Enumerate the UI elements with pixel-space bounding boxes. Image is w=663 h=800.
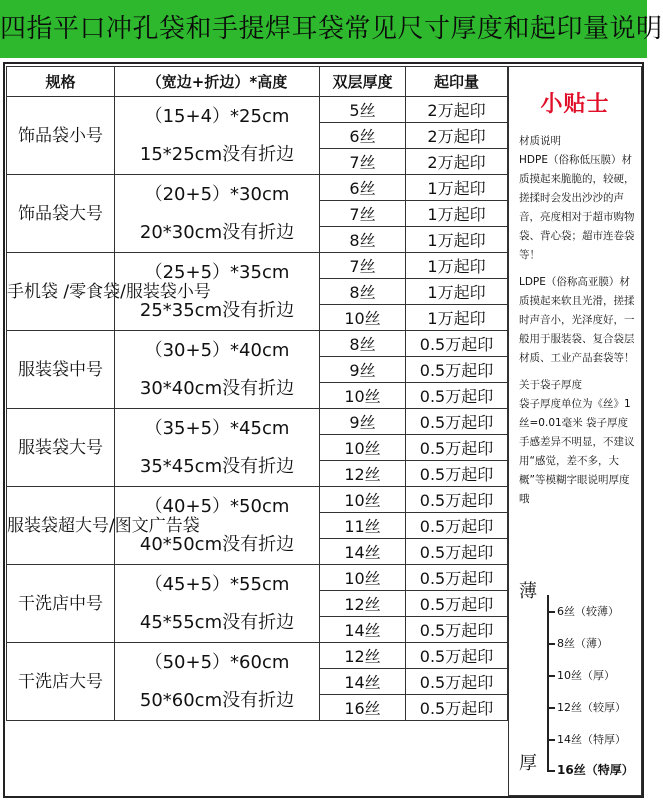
scale-thin-label: 薄 xyxy=(519,581,537,602)
tips-paragraph: HDPE（俗称低压膜）材质摸起来脆脆的，较硬，搓揉时会发出沙沙的声音，亮度相对于超市购物袋、背心袋；超市连卷袋等！ xyxy=(519,154,635,261)
scale-item: 8丝（薄） xyxy=(547,635,608,651)
size-without-fold: 45*55cm没有折边 xyxy=(139,611,295,633)
thickness-cell: 6丝 xyxy=(320,175,406,201)
moq-cell: 1万起印 xyxy=(406,227,508,253)
spec-name-cell: 干洗店大号 xyxy=(7,643,115,721)
size-without-fold: 40*50cm没有折边 xyxy=(139,533,295,555)
moq-cell: 0.5万起印 xyxy=(406,487,508,513)
moq-cell: 1万起印 xyxy=(406,253,508,279)
thickness-cell: 10丝 xyxy=(320,565,406,591)
spec-name-cell: 服装袋中号 xyxy=(7,331,115,409)
size-cell xyxy=(115,175,320,253)
thickness-cell: 10丝 xyxy=(320,487,406,513)
size-without-fold: 15*25cm没有折边 xyxy=(139,143,295,165)
size-with-fold: （45+5）*55cm xyxy=(144,573,290,595)
moq-cell: 0.5万起印 xyxy=(406,669,508,695)
thickness-cell: 12丝 xyxy=(320,643,406,669)
scale-item: 6丝（较薄） xyxy=(547,603,619,619)
thickness-cell: 16丝 xyxy=(320,695,406,721)
tips-body xyxy=(519,132,635,509)
thickness-scale xyxy=(517,577,641,777)
thickness-cell: 7丝 xyxy=(320,149,406,175)
moq-cell: 0.5万起印 xyxy=(406,617,508,643)
spec-name-cell: 手机袋 /零食袋/服装袋小号 xyxy=(7,253,115,331)
size-with-fold: （25+5）*35cm xyxy=(144,261,290,283)
thickness-cell: 8丝 xyxy=(320,227,406,253)
thickness-cell: 7丝 xyxy=(320,201,406,227)
table-row xyxy=(7,643,508,669)
size-with-fold: （35+5）*45cm xyxy=(144,417,290,439)
size-without-fold: 30*40cm没有折边 xyxy=(139,377,295,399)
thickness-cell: 10丝 xyxy=(320,383,406,409)
thickness-cell: 7丝 xyxy=(320,253,406,279)
spec-name-cell: 饰品袋大号 xyxy=(7,175,115,253)
tips-paragraph: 袋子厚度单位为《丝》1丝=0.01毫米 袋子厚度手感差异不明显，不建议用“感觉，差不多，大概”等模糊字眼说明厚度哦 xyxy=(519,398,635,505)
thickness-cell: 12丝 xyxy=(320,461,406,487)
scale-item: 10丝（厚） xyxy=(547,667,615,683)
page-title-banner: 四指平口冲孔袋和手提焊耳袋常见尺寸厚度和起印量说明 xyxy=(0,0,647,58)
moq-cell: 0.5万起印 xyxy=(406,435,508,461)
thickness-cell: 9丝 xyxy=(320,409,406,435)
moq-cell: 1万起印 xyxy=(406,279,508,305)
header-spec: 规格 xyxy=(7,67,115,97)
thickness-cell: 14丝 xyxy=(320,539,406,565)
size-without-fold: 35*45cm没有折边 xyxy=(139,455,295,477)
moq-cell: 0.5万起印 xyxy=(406,383,508,409)
moq-cell: 2万起印 xyxy=(406,149,508,175)
scale-item: 12丝（较厚） xyxy=(547,699,626,715)
table-row xyxy=(7,253,508,279)
moq-cell: 0.5万起印 xyxy=(406,461,508,487)
tips-title: 小贴士 xyxy=(540,92,610,117)
tips-paragraph: 材质说明 xyxy=(519,135,561,147)
spec-name-cell: 干洗店中号 xyxy=(7,565,115,643)
header-size: （宽边+折边）*高度 xyxy=(115,67,320,97)
thickness-cell: 8丝 xyxy=(320,331,406,357)
spec-name-cell: 服装袋大号 xyxy=(7,409,115,487)
thickness-cell: 8丝 xyxy=(320,279,406,305)
size-cell xyxy=(115,409,320,487)
size-cell xyxy=(115,253,320,331)
thickness-cell: 6丝 xyxy=(320,123,406,149)
moq-cell: 2万起印 xyxy=(406,97,508,123)
moq-cell: 2万起印 xyxy=(406,123,508,149)
table-header-row xyxy=(7,67,508,97)
spec-name-cell: 饰品袋小号 xyxy=(7,97,115,175)
thickness-cell: 9丝 xyxy=(320,357,406,383)
thickness-cell: 14丝 xyxy=(320,617,406,643)
table-row xyxy=(7,487,508,513)
spec-name-cell: 服装袋超大号/图文广告袋 xyxy=(7,487,115,565)
tips-panel xyxy=(508,66,642,796)
moq-cell: 1万起印 xyxy=(406,201,508,227)
moq-cell: 0.5万起印 xyxy=(406,695,508,721)
spec-table-body xyxy=(7,97,508,721)
size-cell xyxy=(115,643,320,721)
size-with-fold: （15+4）*25cm xyxy=(144,105,290,127)
moq-cell: 1万起印 xyxy=(406,305,508,331)
size-without-fold: 25*35cm没有折边 xyxy=(139,299,295,321)
table-row xyxy=(7,331,508,357)
table-row xyxy=(7,97,508,123)
moq-cell: 1万起印 xyxy=(406,175,508,201)
moq-cell: 0.5万起印 xyxy=(406,539,508,565)
thickness-cell: 10丝 xyxy=(320,305,406,331)
moq-cell: 0.5万起印 xyxy=(406,565,508,591)
moq-cell: 0.5万起印 xyxy=(406,513,508,539)
moq-cell: 0.5万起印 xyxy=(406,331,508,357)
moq-cell: 0.5万起印 xyxy=(406,357,508,383)
header-moq: 起印量 xyxy=(406,67,508,97)
header-thickness: 双层厚度 xyxy=(320,67,406,97)
tips-paragraph: LDPE（俗称高亚膜）材质摸起来软且光滑，搓揉时声音小，光泽度好，一般用于服装袋、复合袋层材质、工业产品套袋等！ xyxy=(519,276,635,364)
table-row xyxy=(7,175,508,201)
moq-cell: 0.5万起印 xyxy=(406,591,508,617)
thickness-cell: 10丝 xyxy=(320,435,406,461)
scale-item: 16丝（特厚） xyxy=(547,761,634,778)
thickness-cell: 11丝 xyxy=(320,513,406,539)
scale-thick-label: 厚 xyxy=(519,753,537,774)
size-cell xyxy=(115,331,320,409)
size-without-fold: 50*60cm没有折边 xyxy=(139,689,295,711)
thickness-cell: 14丝 xyxy=(320,669,406,695)
table-row xyxy=(7,565,508,591)
tips-paragraph: 关于袋子厚度 xyxy=(519,379,582,391)
moq-cell: 0.5万起印 xyxy=(406,409,508,435)
size-without-fold: 20*30cm没有折边 xyxy=(139,221,295,243)
moq-cell: 0.5万起印 xyxy=(406,643,508,669)
table-row xyxy=(7,409,508,435)
size-cell xyxy=(115,565,320,643)
size-with-fold: （20+5）*30cm xyxy=(144,183,290,205)
spec-table xyxy=(6,66,508,721)
scale-item: 14丝（特厚） xyxy=(547,731,626,747)
thickness-cell: 12丝 xyxy=(320,591,406,617)
size-with-fold: （30+5）*40cm xyxy=(144,339,290,361)
size-cell xyxy=(115,97,320,175)
size-with-fold: （40+5）*50cm xyxy=(144,495,290,517)
size-with-fold: （50+5）*60cm xyxy=(144,651,290,673)
thickness-cell: 5丝 xyxy=(320,97,406,123)
size-cell xyxy=(115,487,320,565)
